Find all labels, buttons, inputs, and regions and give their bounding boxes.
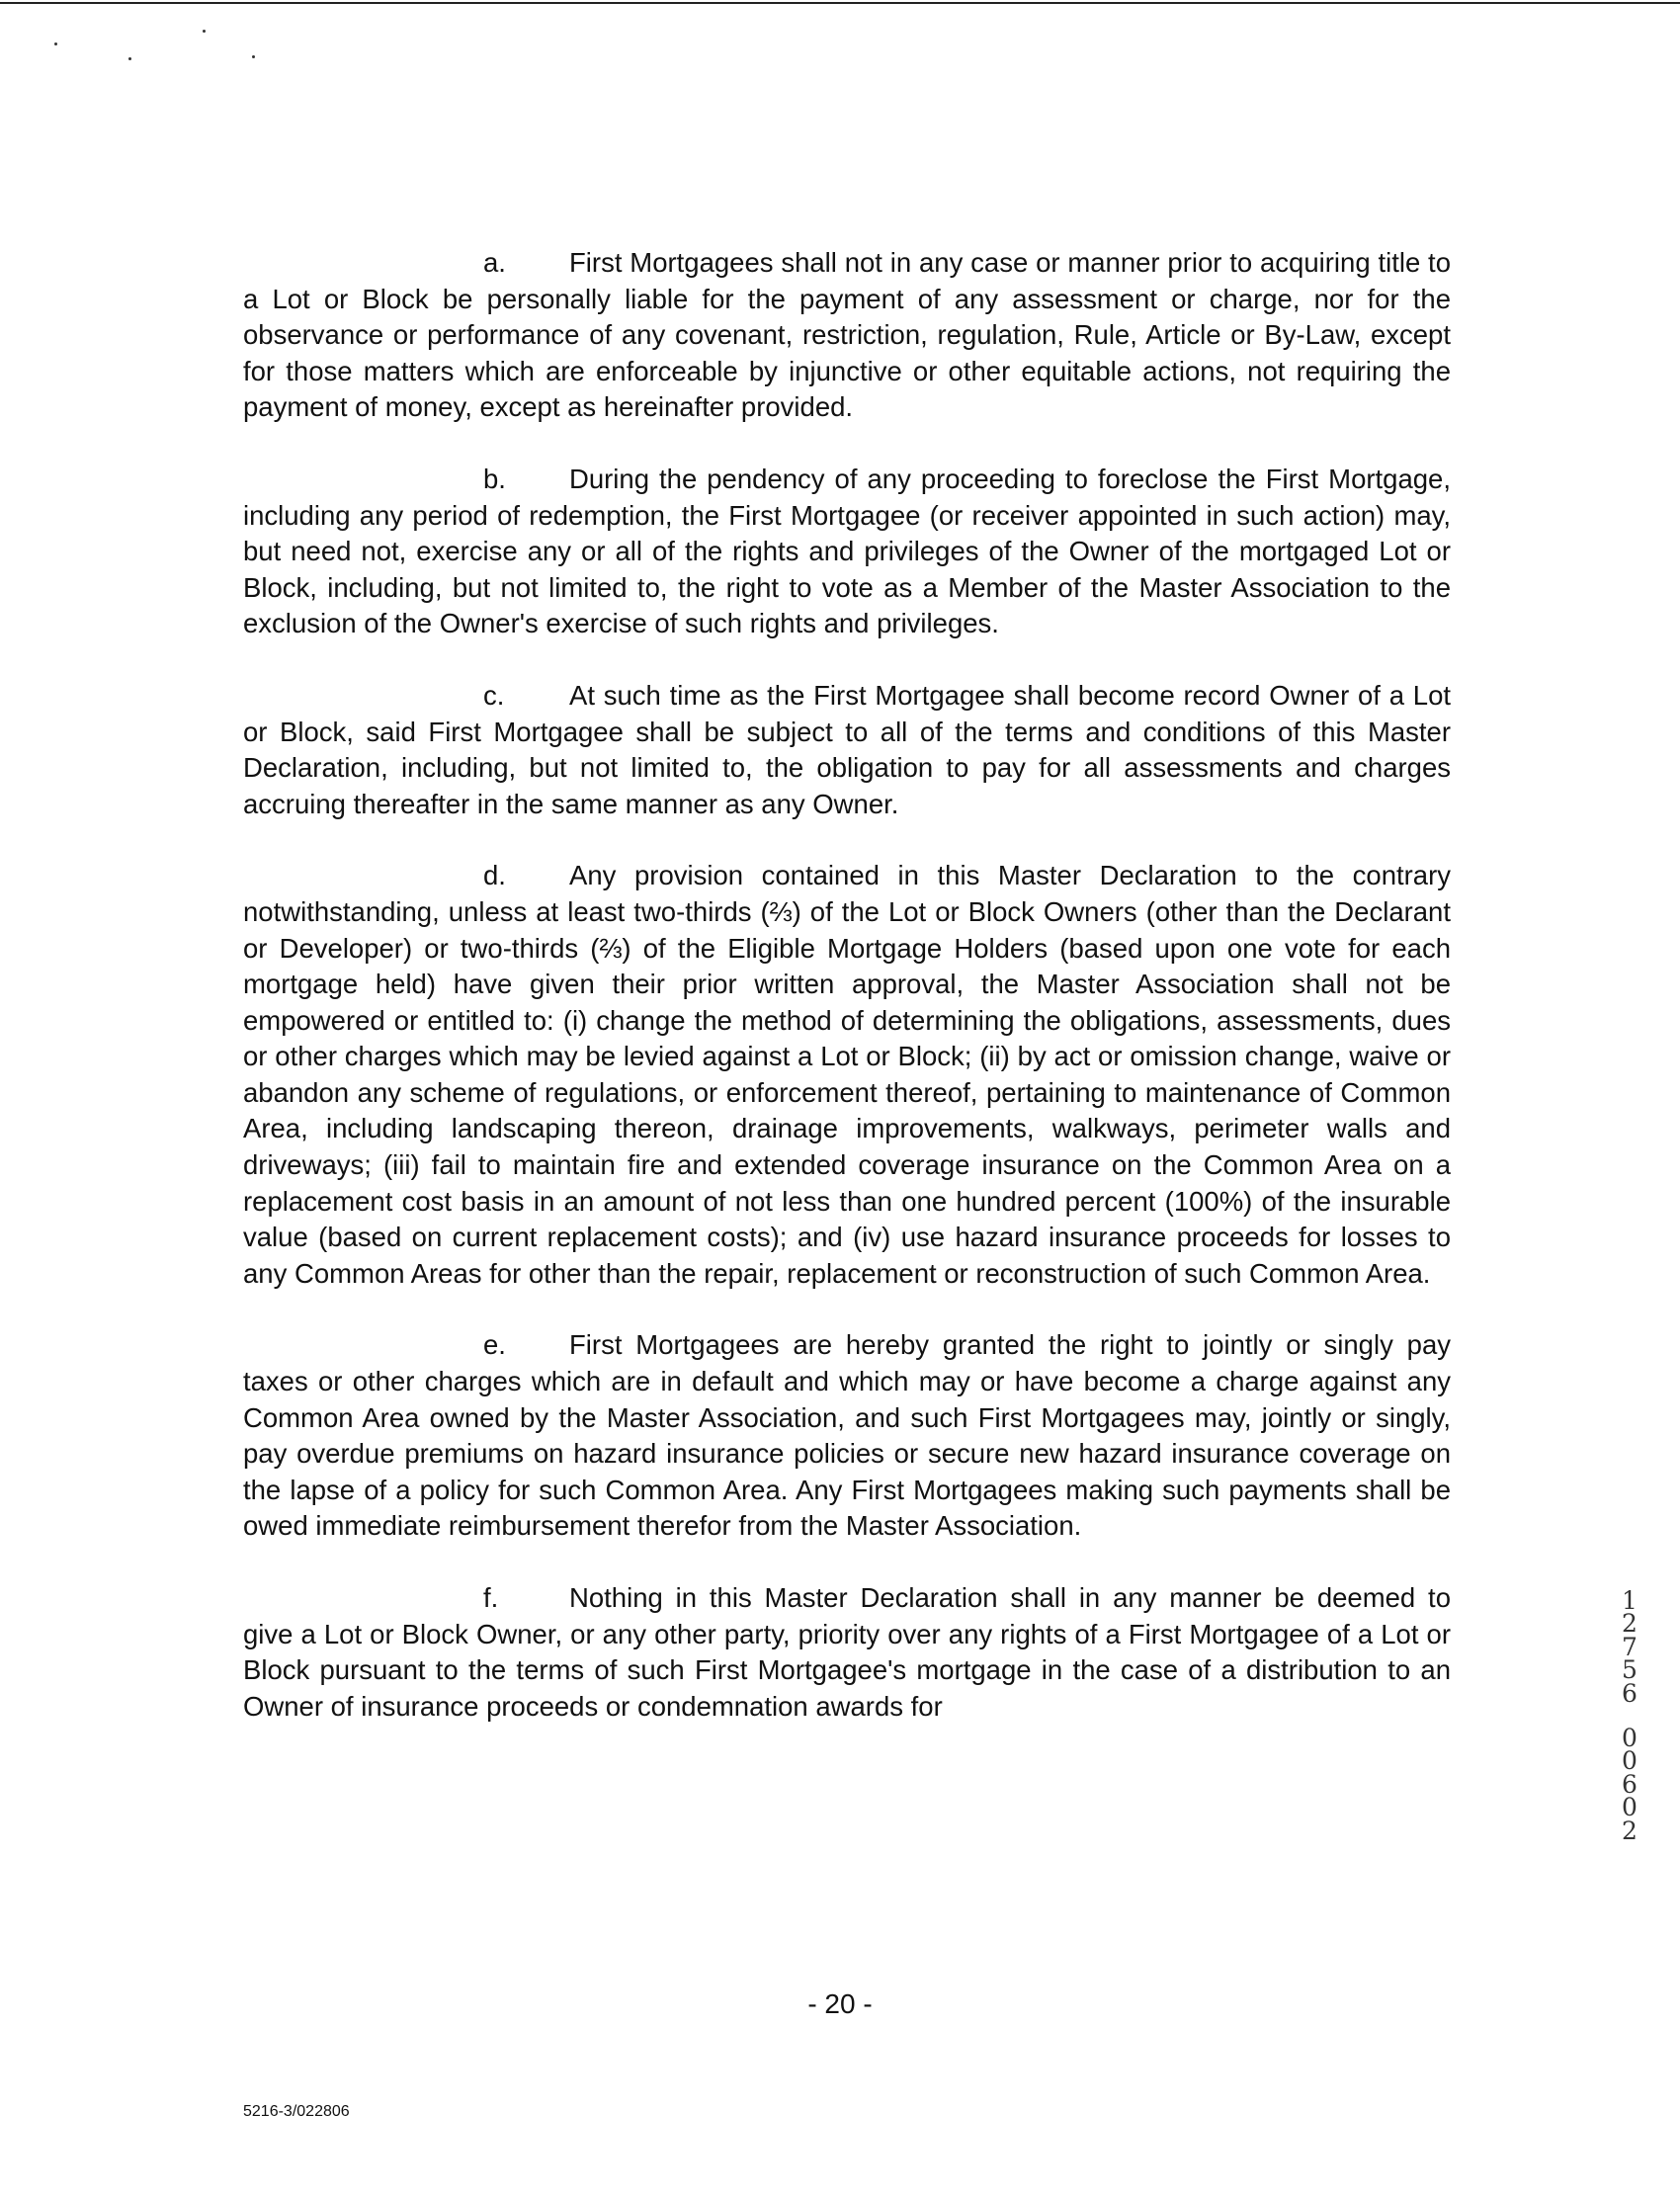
scan-speck <box>128 57 131 60</box>
paragraph-text: Nothing in this Master Declaration shall in any manner be deemed to give a Lot or Block Owner, or any other party, priority over any rights of a First Mortgagee of a Lot or Block pursuant to the terms of such First Mortgagee's mortgage in the case of a distribution to an Owner of insurance proceeds or condemnation awards for <box>243 1582 1451 1722</box>
paragraph-e <box>243 1327 1451 1545</box>
paragraph-d <box>243 858 1451 1292</box>
paragraph-label: e. <box>483 1329 506 1361</box>
paragraph-text: During the pendency of any proceeding to foreclose the First Mortgage, including any period of redemption, the First Mortgagee (or receiver appointed in such action) may, but need not, exercise any or all of the rights and privileges of the Owner of the mortgaged Lot or Block, including, but not limited to, the right to vote as a Member of the Master Association to the exclusion of the Owner's exercise of such rights and privileges. <box>243 463 1451 639</box>
paragraph-f <box>243 1580 1451 1725</box>
paragraph-a <box>243 245 1451 426</box>
scan-top-edge-line <box>0 2 1680 4</box>
paragraph-label: a. <box>483 247 506 278</box>
paragraph-text: First Mortgagees are hereby granted the right to jointly or singly pay taxes or other charges which are in default and which may or have become a charge against any Common Area owned by the Master Association, and such First Mortgagees may, jointly or singly, pay overdue premiums on hazard insurance policies or secure new hazard insurance coverage on the lapse of a policy for such Common Area. Any First Mortgagees making such payments shall be owed immediate reimbursement therefor from the Master Association. <box>243 1329 1451 1542</box>
side-stamp-char: 1 <box>1622 1586 1638 1615</box>
side-stamp-char: 0 <box>1622 1793 1638 1822</box>
paragraph-c <box>243 678 1451 822</box>
side-stamp-char: 0 <box>1622 1746 1638 1776</box>
paragraph-text: First Mortgagees shall not in any case or manner prior to acquiring title to a Lot or Block be personally liable for the payment of any assessment or charge, nor for the observance or performance of any covenant, restriction, regulation, Rule, Article or By-Law, except for those matters which are enforceable by injunctive or other equitable actions, not requiring the payment of money, except as hereinafter provided. <box>243 247 1451 423</box>
scan-speck <box>252 55 255 58</box>
paragraph-label: d. <box>483 860 506 891</box>
page-number: - 20 - <box>807 1988 873 2019</box>
paragraph-text: Any provision contained in this Master Declaration to the contrary notwithstanding, unless at least two-thirds (⅔) of the Lot or Block Owners (other than the Declarant or Developer) or two-thirds (⅔) of the Eligible Mortgage Holders (based upon one vote for each mortgage held) have given their prior written approval, the Master Association shall not be empowered or entitled to: (i) change the method of determining the obligations, assessments, dues or other charges which may be levied against a Lot or Block; (ii) by act or omission change, waive or abandon any scheme of regulations, or enforcement thereof, pertaining to maintenance of Common Area, including landscaping thereon, drainage improvements, walkways, perimeter walls and driveways; (iii) fail to maintain fire and extended coverage insurance on the Common Area on a replacement cost basis in an amount of not less than one hundred percent (100%) of the insurable value (based on current replacement costs); and (iv) use hazard insurance proceeds for losses to any Common Areas for other than the repair, replacement or reconstruction of such Common Area. <box>243 860 1451 1289</box>
scan-speck <box>203 30 206 33</box>
scan-speck <box>54 42 57 45</box>
paragraph-label: c. <box>483 679 505 711</box>
side-stamp-line-2 <box>1615 1723 1644 1845</box>
side-stamp-char: 0 <box>1622 1723 1638 1752</box>
paragraph-b <box>243 462 1451 642</box>
side-stamp-char: 6 <box>1622 1678 1638 1708</box>
paragraph-text: At such time as the First Mortgagee shall become record Owner of a Lot or Block, said First Mortgagee shall be subject to all of the terms and conditions of this Master Declaration, including, but not limited to, the obligation to pay for all assessments and charges accruing thereafter in the same manner as any Owner. <box>243 679 1451 819</box>
side-stamp-char: 2 <box>1622 1816 1638 1845</box>
paragraph-label: b. <box>483 463 506 494</box>
paragraph-label: f. <box>483 1582 499 1613</box>
side-stamp-line-1 <box>1615 1586 1644 1708</box>
side-stamp-char: 7 <box>1622 1632 1638 1661</box>
side-stamp-char: 2 <box>1622 1609 1638 1639</box>
document-code: 5216-3/022806 <box>243 2103 350 2120</box>
side-stamp <box>1615 1586 1644 1845</box>
side-stamp-char: 6 <box>1622 1769 1638 1799</box>
document-body <box>243 245 1451 1760</box>
side-stamp-char: 5 <box>1622 1655 1638 1685</box>
